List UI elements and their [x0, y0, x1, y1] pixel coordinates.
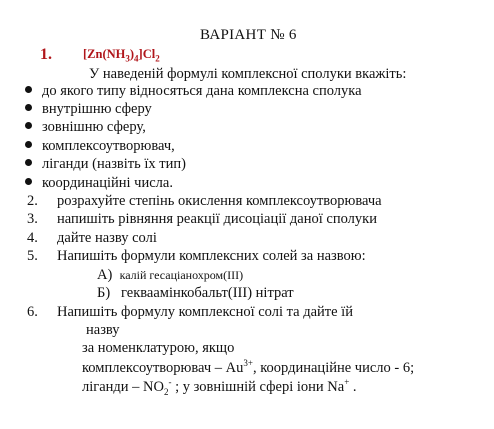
task-3: 3. напишіть рівняння реакції дисоціації даної сполуки — [27, 211, 377, 227]
task-6-line-4: комплексоутворювач – $Au^{3+}$, координаційне число - 6; — [82, 358, 415, 376]
bullet-icon — [25, 86, 32, 93]
bullet-item: до якого типу відносяться дана комплексна сполука — [25, 84, 362, 99]
task-2: 2. розрахуйте степінь окислення комплексоутворювача — [27, 193, 382, 209]
bullet-icon — [25, 122, 32, 129]
task-5: 5. Напишіть формули комплексних солей за назвою: — [27, 248, 366, 264]
bullet-icon — [25, 178, 32, 185]
task-6-line-2: назву — [86, 322, 120, 338]
task-4: 4. дайте назву солі — [27, 230, 157, 246]
bullet-item: комплексоутворювач, — [25, 139, 175, 154]
task-6-line-5: ліганди – $NO_2^-$ ; у зовнішній сфері іони Na+ . — [82, 377, 357, 397]
bullet-item: зовнішню сферу, — [25, 120, 146, 135]
task-6-line-3: за номенклатурою, якщо — [82, 340, 235, 356]
complex-formula: $[Zn(NH_3)_4]Cl_2$ — [83, 47, 160, 64]
bullet-icon — [25, 104, 32, 111]
task-5-item-b: Б) гекваамінкобальт(ІІІ) нітрат — [97, 285, 294, 301]
task-1-intro: У наведеній формулі комплексної сполуки вкажіть: — [89, 66, 407, 82]
page-title: ВАРІАНТ № 6 — [200, 27, 297, 43]
task-6: 6. Напишіть формулу комплексної солі та дайте їй — [27, 304, 353, 320]
bullet-icon — [25, 159, 32, 166]
task-5-item-a: А) калій гесаціанохром(ІІІ) — [97, 267, 244, 283]
task-1-number: 1. — [40, 46, 52, 63]
bullet-item: ліганди (назвіть їх тип) — [25, 157, 186, 172]
bullet-icon — [25, 141, 32, 148]
bullet-item: внутрішню сферу — [25, 102, 152, 117]
bullet-item: координаційні числа. — [25, 176, 173, 191]
